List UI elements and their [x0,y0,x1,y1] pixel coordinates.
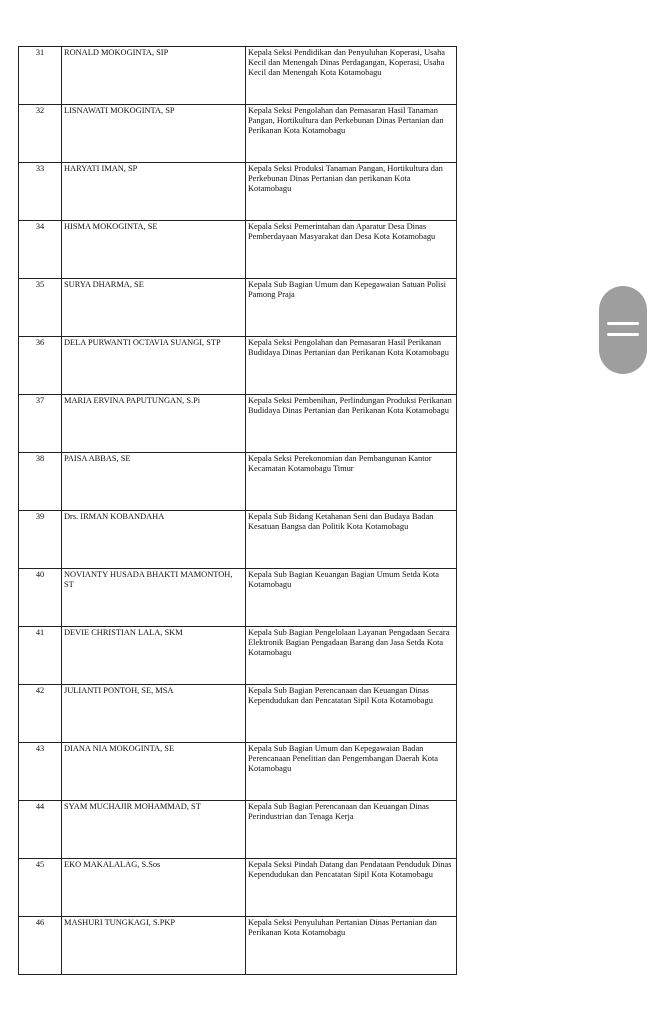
name-cell: SURYA DHARMA, SE [62,279,246,337]
row-number-cell: 40 [19,569,62,627]
row-number-cell: 33 [19,163,62,221]
row-number-cell: 37 [19,395,62,453]
name-cell: NOVIANTY HUSADA BHAKTI MAMONTOH, ST [62,569,246,627]
table-row [19,859,457,917]
name-cell: PAISA ABBAS, SE [62,453,246,511]
drag-handle-icon [607,322,639,325]
row-number-cell: 32 [19,105,62,163]
position-cell: Kepala Sub Bagian Perencanaan dan Keuangan Dinas Kependudukan dan Pencatatan Sipil Kota Kotamobagu [246,685,457,743]
row-number-cell: 45 [19,859,62,917]
table-row [19,47,457,105]
row-number-cell: 39 [19,511,62,569]
row-number-cell: 42 [19,685,62,743]
table-row [19,627,457,685]
name-cell: HISMA MOKOGINTA, SE [62,221,246,279]
table-row [19,917,457,975]
name-cell: HARYATI IMAN, SP [62,163,246,221]
table-row [19,279,457,337]
scroll-handle[interactable] [599,286,647,374]
row-number-cell: 41 [19,627,62,685]
name-cell: JULIANTI PONTOH, SE, MSA [62,685,246,743]
row-number-cell: 43 [19,743,62,801]
position-cell: Kepala Seksi Perekonomian dan Pembangunan Kantor Kecamatan Kotamobagu Timur [246,453,457,511]
position-cell: Kepala Sub Bagian Perencanaan dan Keuangan Dinas Perindustrian dan Tenaga Kerja [246,801,457,859]
name-cell: EKO MAKALALAG, S.Sos [62,859,246,917]
position-cell: Kepala Sub Bagian Umum dan Kepegawaian Satuan Polisi Pamong Praja [246,279,457,337]
row-number-cell: 34 [19,221,62,279]
row-number-cell: 46 [19,917,62,975]
table-row [19,743,457,801]
row-number-cell: 31 [19,47,62,105]
position-cell: Kepala Seksi Produksi Tanaman Pangan, Hortikultura dan Perkebunan Dinas Pertanian dan perikanan Kota Kotamobagu [246,163,457,221]
roster-table-body [19,47,457,975]
drag-handle-icon [607,333,639,336]
name-cell: SYAM MUCHAJIR MOHAMMAD, ST [62,801,246,859]
position-cell: Kepala Sub Bagian Pengelolaan Layanan Pengadaan Secara Elektronik Bagian Pengadaan Barang dan Jasa Setda Kota Kotamobagu [246,627,457,685]
position-cell: Kepala Seksi Pendidikan dan Penyuluhan Koperasi, Usaha Kecil dan Menengah Dinas Perdagangan, Koperasi, Usaha Kecil dan Menengah Kota Kotamobagu [246,47,457,105]
row-number-cell: 36 [19,337,62,395]
table-row [19,163,457,221]
position-cell: Kepala Seksi Pemerintahan dan Aparatur Desa Dinas Pemberdayaan Masyarakat dan Desa Kota Kotamobagu [246,221,457,279]
position-cell: Kepala Seksi Pengolahan dan Pemasaran Hasil Perikanan Budidaya Dinas Pertanian dan Perikanan Kota Kotamobagu [246,337,457,395]
name-cell: RONALD MOKOGINTA, SIP [62,47,246,105]
table-row [19,221,457,279]
table-row [19,569,457,627]
row-number-cell: 44 [19,801,62,859]
official-roster-table [18,46,457,975]
table-row [19,453,457,511]
position-cell: Kepala Seksi Pindah Datang dan Pendataan Penduduk Dinas Kependudukan dan Pencatatan Sipil Kota Kotamobagu [246,859,457,917]
table-row [19,395,457,453]
name-cell: Drs. IRMAN KOBANDAHA [62,511,246,569]
name-cell: DELA PURWANTI OCTAVIA SUANGI, STP [62,337,246,395]
position-cell: Kepala Sub Bidang Ketahanan Seni dan Budaya Badan Kesatuan Bangsa dan Politik Kota Kotamobagu [246,511,457,569]
name-cell: LISNAWATI MOKOGINTA, SP [62,105,246,163]
row-number-cell: 35 [19,279,62,337]
table-row [19,511,457,569]
name-cell: MARIA ERVINA PAPUTUNGAN, S.Pi [62,395,246,453]
name-cell: DEVIE CHRISTIAN LALA, SKM [62,627,246,685]
row-number-cell: 38 [19,453,62,511]
table-row [19,685,457,743]
position-cell: Kepala Sub Bagian Umum dan Kepegawaian Badan Perencanaan Penelitian dan Pengembangan Daerah Kota Kotamobagu [246,743,457,801]
table-row [19,801,457,859]
table-row [19,105,457,163]
position-cell: Kepala Seksi Pembenihan, Perlindungan Produksi Perikanan Budidaya Dinas Pertanian dan Perikanan Kota Kotamobagu [246,395,457,453]
position-cell: Kepala Seksi Penyuluhan Pertanian Dinas Pertanian dan Perikanan Kota Kotamobagu [246,917,457,975]
position-cell: Kepala Sub Bagian Keuangan Bagian Umum Setda Kota Kotamobagu [246,569,457,627]
table-row [19,337,457,395]
name-cell: DIANA NIA MOKOGINTA, SE [62,743,246,801]
position-cell: Kepala Seksi Pengolahan dan Pemasaran Hasil Tanaman Pangan, Hortikultura dan Perkebunan Dinas Pertanian dan Perikanan Kota Kotamobagu [246,105,457,163]
name-cell: MASHURI TUNGKAGI, S.PKP [62,917,246,975]
